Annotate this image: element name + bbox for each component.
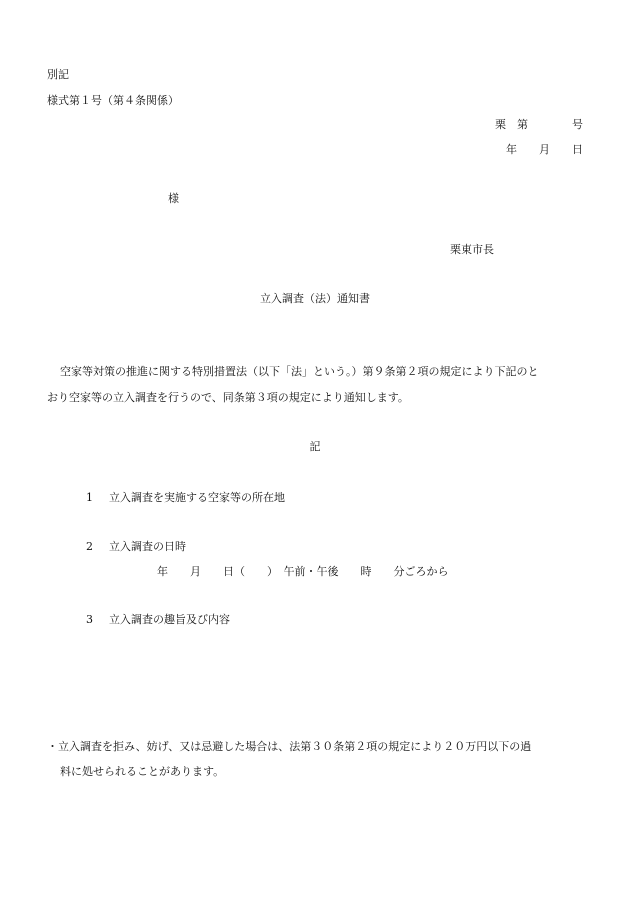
sender-name: 栗東市長 — [450, 243, 494, 256]
item-detail: 年 月 日（ ） 午前・午後 時 分ごろから — [157, 565, 449, 578]
body-line-2: おり空家等の立入調査を行うので、同条第３項の規定により通知します。 — [47, 391, 409, 404]
issue-date: 年 月 日 — [506, 143, 583, 156]
appendix-label: 別記 — [47, 68, 69, 81]
item-label: 立入調査を実施する空家等の所在地 — [109, 491, 285, 504]
footnote-line-1: ・立入調査を拒み、妨げ、又は忌避した場合は、法第３０条第２項の規定により２０万円以下の過 — [47, 740, 532, 753]
item-number: 3 — [86, 613, 93, 626]
body-line-1: 空家等対策の推進に関する特別措置法（以下「法」という。）第９条第２項の規定により下記のと — [60, 365, 539, 378]
item-number: 1 — [86, 491, 93, 504]
document-number: 栗 第 号 — [495, 118, 583, 131]
notes-heading: 記 — [309, 440, 321, 453]
form-label: 様式第１号（第４条関係） — [47, 94, 179, 107]
document-title: 立入調査（法）通知書 — [260, 292, 370, 305]
footnote-line-2: 料に処せられることがあります。 — [60, 765, 225, 778]
item-number: 2 — [86, 540, 93, 553]
item-label: 立入調査の趣旨及び内容 — [109, 613, 230, 626]
addressee-honorific: 様 — [168, 192, 179, 205]
item-label: 立入調査の日時 — [109, 540, 186, 553]
